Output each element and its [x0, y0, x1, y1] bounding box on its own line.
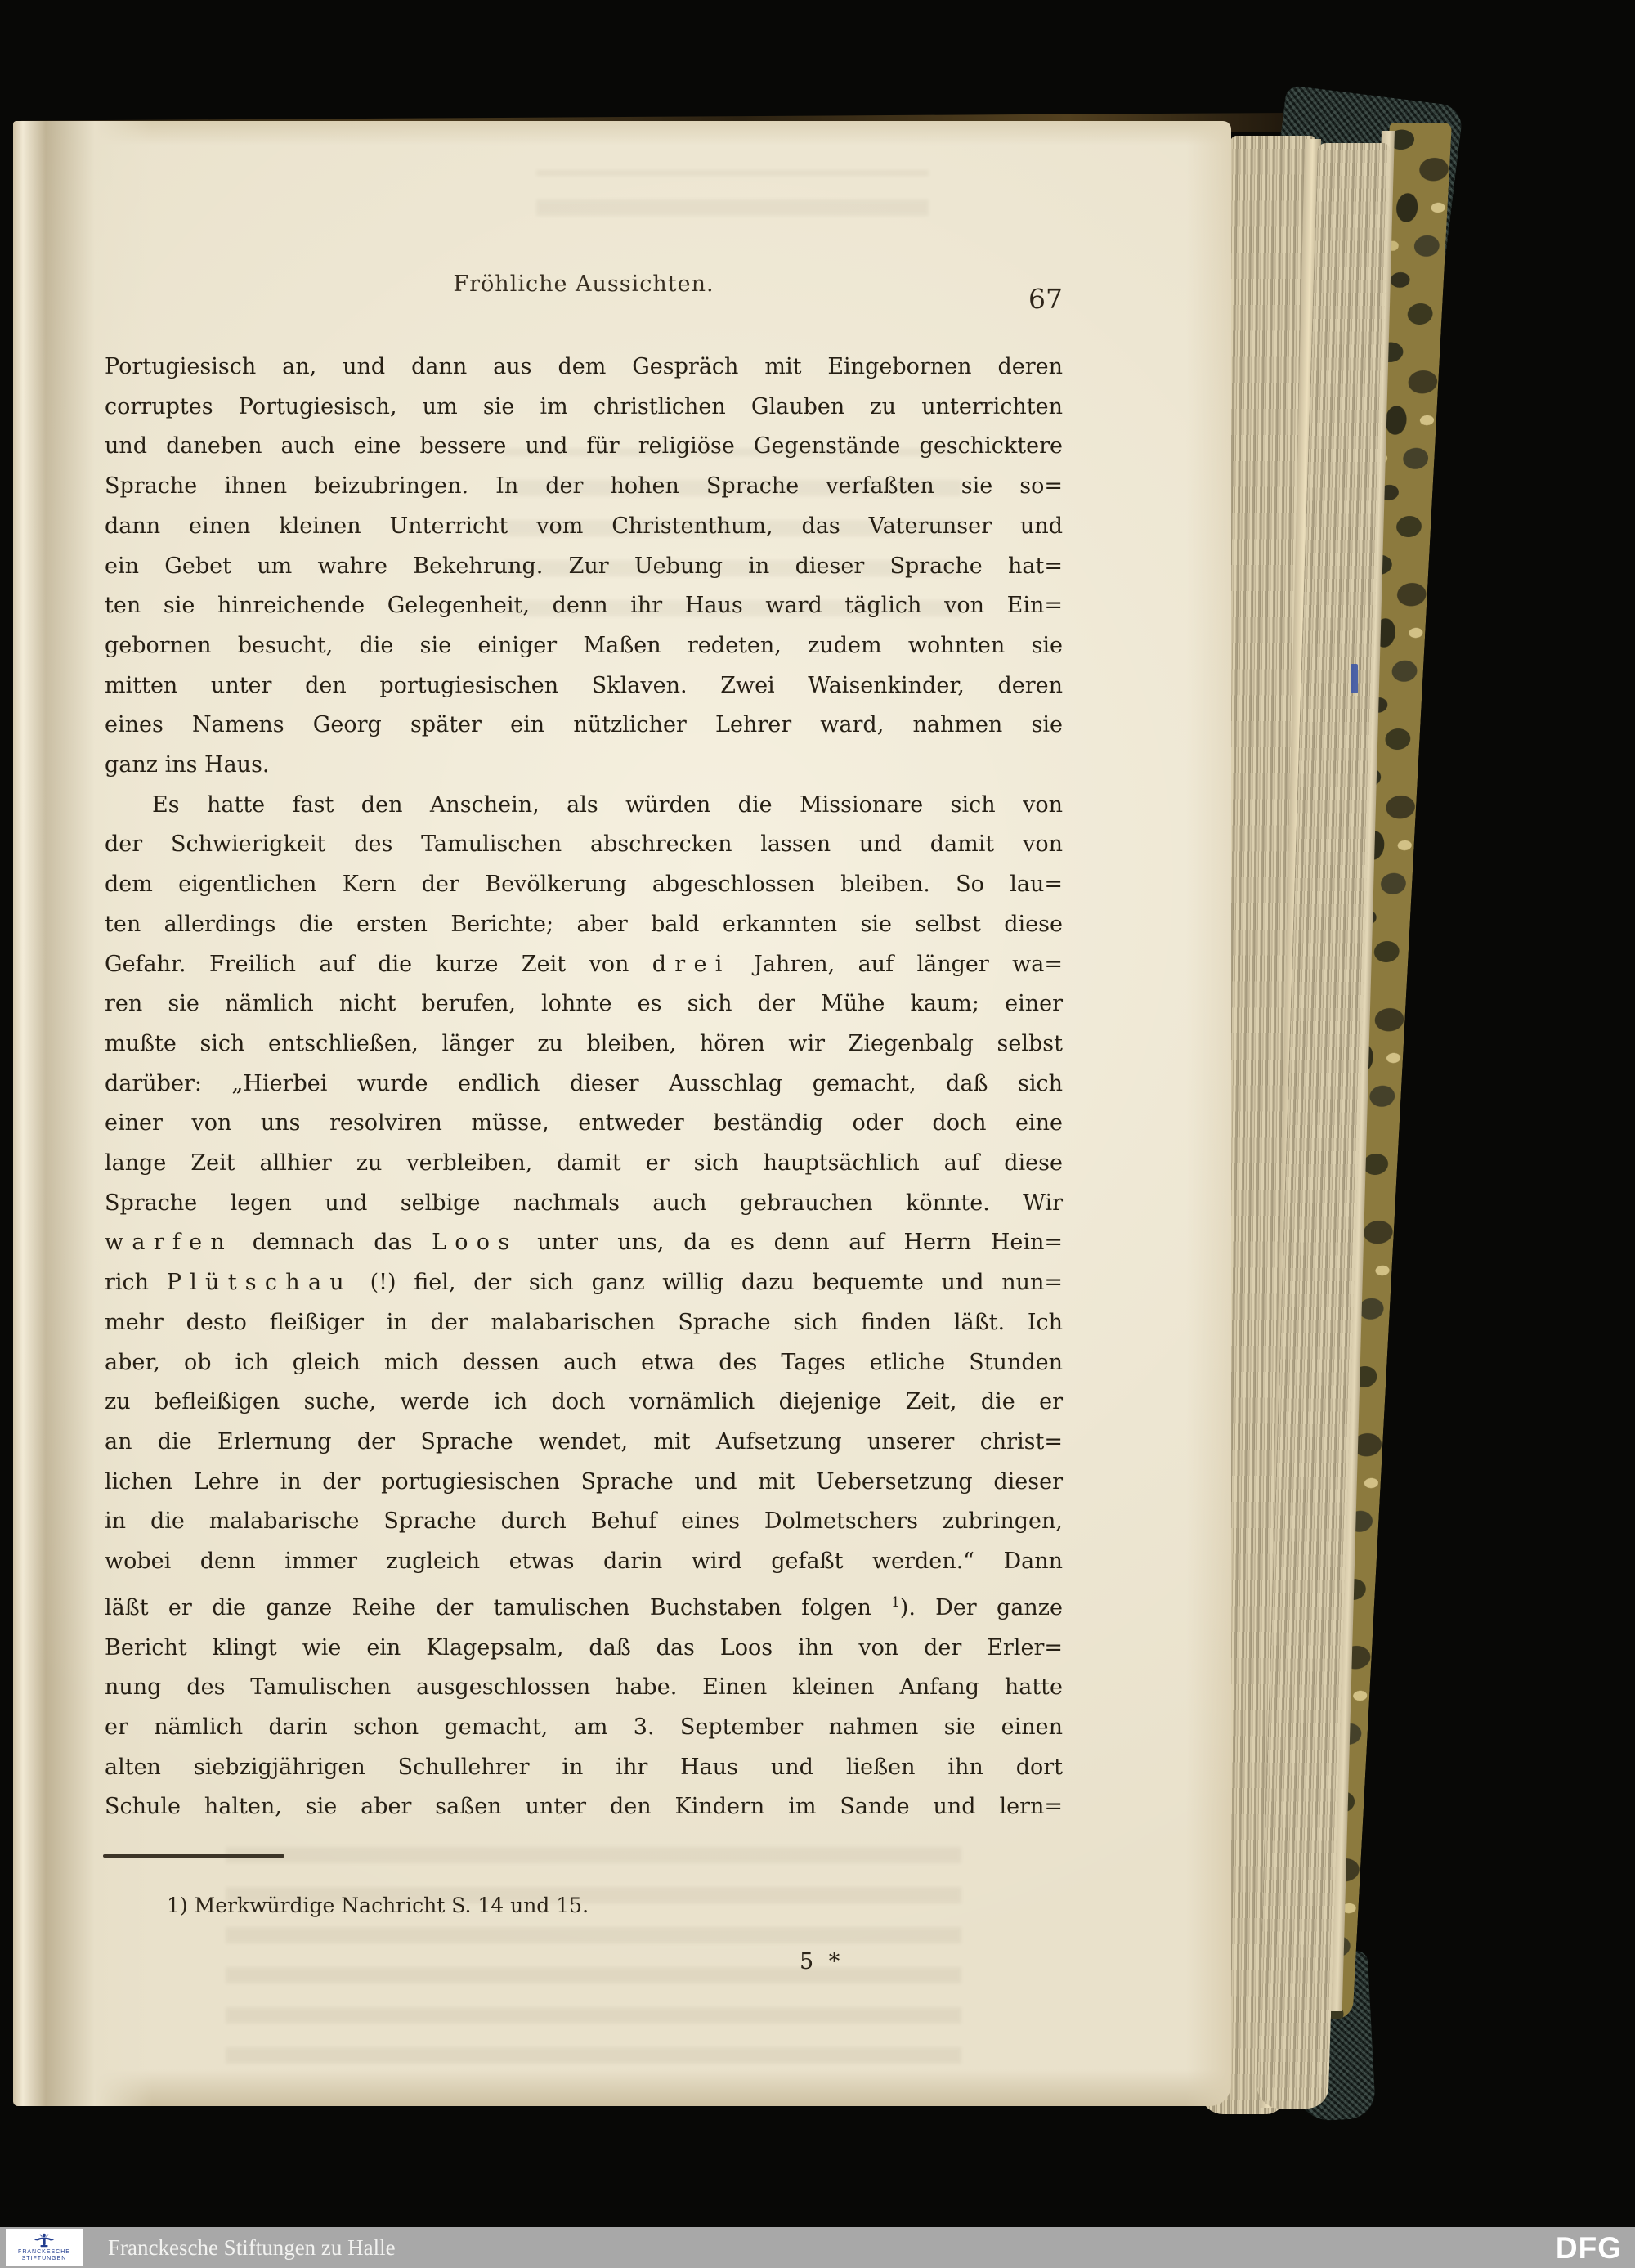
text-line: dann einen kleinen Unterricht vom Christenthum, das Vaterunser und [105, 513, 1063, 539]
text-line: gebornen besucht, die sie einiger Maßen redeten, zudem wohnten sie [105, 632, 1063, 658]
text-line: Schule halten, sie aber saßen unter den Kindern im Sande und lern= [105, 1794, 1063, 1820]
institution-logo [6, 2229, 83, 2266]
body-text [105, 347, 1063, 1827]
text-line: rich Plütschau (!) fiel, der sich ganz willig dazu bequemte und nun= [105, 1270, 1063, 1296]
text-line: Sprache ihnen beizubringen. In der hohen Sprache verfaßten sie so= [105, 473, 1063, 500]
text-line: mitten unter den portugiesischen Sklaven. Zwei Waisenkinder, deren [105, 672, 1063, 698]
dfg-logo: DFG [1555, 2231, 1622, 2265]
text-line: mehr desto fleißiger in der malabarischen Sprache sich finden läßt. Ich [105, 1309, 1063, 1335]
book-page [13, 121, 1231, 2106]
text-line: aber, ob ich gleich mich dessen auch etwa des Tages etliche Stunden [105, 1349, 1063, 1375]
bleed-through [536, 170, 929, 227]
text-line: warfen demnach das Loos unter uns, da es denn auf Herrn Hein= [105, 1230, 1063, 1256]
text-line: corruptes Portugiesisch, um sie im christlichen Glauben zu unterrichten [105, 393, 1063, 419]
text-line: zu befleißigen suche, werde ich doch vornämlich diejenige Zeit, die er [105, 1389, 1063, 1415]
text-line: ganz ins Haus. [105, 752, 270, 778]
footnote: 1) Merkwürdige Nachricht S. 14 und 15. [167, 1894, 589, 1917]
text-line: einer von uns resolviren müsse, entweder beständig oder doch eine [105, 1110, 1063, 1136]
francke-eagle-icon [30, 2233, 58, 2249]
page-number: 67 [1028, 283, 1063, 315]
text-line: mußte sich entschließen, länger zu bleiben, hören wir Ziegenbalg selbst [105, 1030, 1063, 1056]
text-line: ten sie hinreichende Gelegenheit, denn ihr Haus ward täglich von Ein= [105, 593, 1063, 619]
text-line: er nämlich darin schon gemacht, am 3. September nahmen sie einen [105, 1714, 1063, 1740]
logo-text-line2: STIFTUNGEN [21, 2256, 67, 2261]
running-title: Fröhliche Aussichten. [453, 271, 714, 297]
text-line: wobei denn immer zugleich etwas darin wird gefaßt werden.“ Dann [105, 1549, 1063, 1575]
text-line: in die malabarische Sprache durch Behuf eines Dolmetschers zubringen, [105, 1508, 1063, 1535]
text-line: dem eigentlichen Kern der Bevölkerung abgeschlossen bleiben. So lau= [105, 872, 1063, 898]
text-line: Gefahr. Freilich auf die kurze Zeit von drei Jahren, auf länger wa= [105, 951, 1063, 977]
text-line: darüber: „Hierbei wurde endlich dieser Ausschlag gemacht, daß sich [105, 1070, 1063, 1096]
bleed-through [226, 1830, 961, 2075]
blue-edge-mark [1351, 664, 1358, 693]
running-head [105, 271, 1063, 320]
text-line: Portugiesisch an, und dann aus dem Gespräch mit Eingebornen deren [105, 354, 1063, 379]
text-line: nung des Tamulischen ausgeschlossen habe. Einen kleinen Anfang hatte [105, 1674, 1063, 1701]
text-line: Es hatte fast den Anschein, als würden die Missionare sich von [152, 791, 1063, 818]
text-line: ren sie nämlich nicht berufen, lohnte es sich der Mühe kaum; einer [105, 991, 1063, 1017]
text-line: Bericht klingt wie ein Klagepsalm, daß das Loos ihn von der Erler= [105, 1634, 1063, 1661]
institution-name: Franckesche Stiftungen zu Halle [108, 2235, 396, 2260]
text-line: der Schwierigkeit des Tamulischen abschrecken lassen und damit von [105, 831, 1063, 858]
text-line: an die Erlernung der Sprache wendet, mit Aufsetzung unserer christ= [105, 1428, 1063, 1454]
footnote-rule [103, 1854, 284, 1858]
viewer-footer-bar [0, 2227, 1635, 2268]
logo-text-line1: FRANCKESCHE [18, 2249, 70, 2255]
text-line: eines Namens Georg später ein nützlicher Lehrer ward, nahmen sie [105, 712, 1063, 738]
text-line: läßt er die ganze Reihe der tamulischen Buchstaben folgen $^1$). Der ganze [105, 1593, 1063, 1620]
text-line: Sprache legen und selbige nachmals auch gebrauchen könnte. Wir [105, 1190, 1063, 1216]
text-line: alten siebzigjährigen Schullehrer in ihr Haus und ließen ihn dort [105, 1754, 1063, 1780]
text-line: und daneben auch eine bessere und für religiöse Gegenstände geschicktere [105, 433, 1063, 459]
text-line: lange Zeit allhier zu verbleiben, damit er sich hauptsächlich auf diese [105, 1150, 1063, 1177]
text-line: ten allerdings die ersten Berichte; aber bald erkannten sie selbst diese [105, 911, 1063, 937]
text-line: ein Gebet um wahre Bekehrung. Zur Uebung in dieser Sprache hat= [105, 553, 1063, 579]
text-line: lichen Lehre in der portugiesischen Sprache und mit Uebersetzung dieser [105, 1468, 1063, 1495]
signature-mark: 5 * [800, 1949, 844, 1974]
